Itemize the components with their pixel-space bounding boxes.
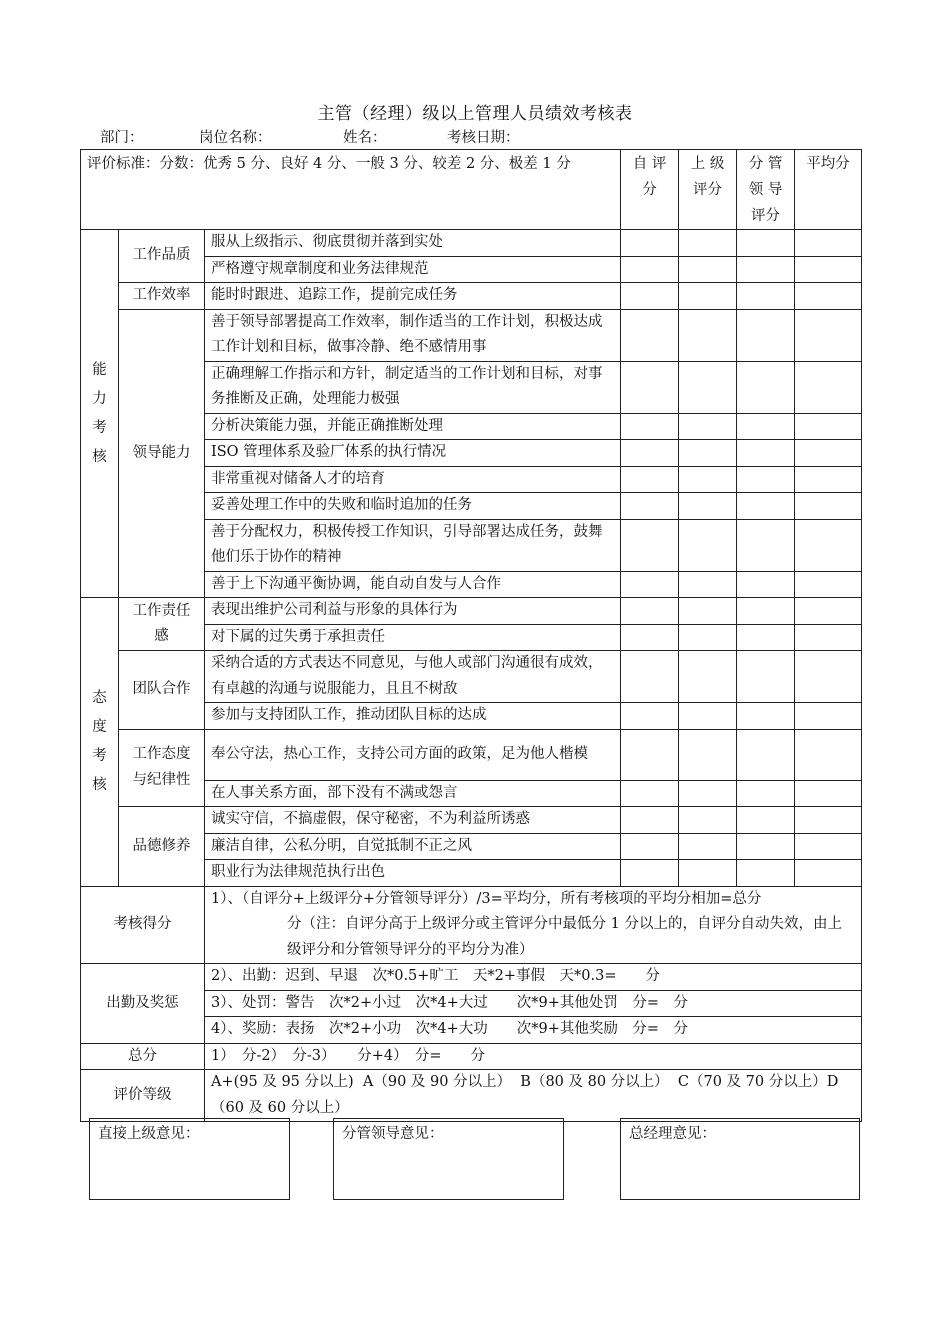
- average-score-cell[interactable]: [795, 624, 862, 651]
- document-title: 主管（经理）级以上管理人员绩效考核表: [317, 104, 633, 124]
- average-score-cell[interactable]: [795, 230, 862, 257]
- self-score-cell[interactable]: [621, 519, 679, 571]
- average-score-cell[interactable]: [795, 860, 862, 887]
- total-label: 总分: [81, 1043, 205, 1070]
- group-label: 品德修养: [119, 807, 205, 887]
- direct-superior-opinion-label: 直接上级意见：: [98, 1126, 200, 1142]
- average-score-cell[interactable]: [795, 413, 862, 440]
- superior-score-cell[interactable]: [679, 283, 737, 310]
- self-score-cell[interactable]: [621, 729, 679, 780]
- superior-score-cell[interactable]: [679, 833, 737, 860]
- self-score-cell[interactable]: [621, 466, 679, 493]
- self-score-cell[interactable]: [621, 860, 679, 887]
- criteria-item: 诚实守信，不搞虚假，保守秘密，不为利益所诱惑: [205, 807, 621, 834]
- gm-opinion-box[interactable]: [620, 1118, 860, 1200]
- average-score-cell[interactable]: [795, 703, 862, 730]
- criteria-row: [81, 651, 862, 703]
- criteria-row: [81, 309, 862, 361]
- superior-score-cell[interactable]: [679, 519, 737, 571]
- superior-score-cell[interactable]: [679, 624, 737, 651]
- section-label: [81, 230, 119, 598]
- superior-score-cell[interactable]: [679, 598, 737, 625]
- self-score-cell[interactable]: [621, 413, 679, 440]
- criteria-item: 廉洁自律，公私分明，自觉抵制不正之风: [205, 833, 621, 860]
- superior-score-cell[interactable]: [679, 860, 737, 887]
- self-score-cell[interactable]: [621, 440, 679, 467]
- leader-opinion-box[interactable]: [333, 1118, 564, 1200]
- criteria-item: 参加与支持团队工作，推动团队目标的达成: [205, 703, 621, 730]
- superior-score-cell[interactable]: [679, 703, 737, 730]
- leader-score-header: 分 管 领 导 评分: [737, 150, 795, 230]
- score-row: [81, 886, 862, 964]
- score-formula: [205, 886, 862, 964]
- superior-score-cell[interactable]: [679, 361, 737, 413]
- average-score-cell[interactable]: [795, 807, 862, 834]
- average-score-cell[interactable]: [795, 571, 862, 598]
- self-score-cell[interactable]: [621, 833, 679, 860]
- criteria-item: 能时时跟进、追踪工作，提前完成任务: [205, 283, 621, 310]
- criteria-cell: 评价标准：分数：优秀 5 分、良好 4 分、一般 3 分、较差 2 分、极差 1 分: [81, 150, 621, 230]
- criteria-item: 善于领导部署提高工作效率，制作适当的工作计划，积极达成工作计划和目标，做事冷静、绝不感情用事: [205, 309, 621, 361]
- attendance-item: 4）、奖励：表扬 次*2+小功 次*4+大功 次*9+其他奖励 分= 分: [205, 1017, 862, 1044]
- total-formula: 1） 分-2） 分-3） 分+4） 分= 分: [205, 1043, 862, 1070]
- superior-score-cell[interactable]: [679, 493, 737, 520]
- total-row: [81, 1043, 862, 1070]
- leader-score-cell[interactable]: [737, 466, 795, 493]
- criteria-item: 职业行为法律规范执行出色: [205, 860, 621, 887]
- criteria-row: [81, 283, 862, 310]
- direct-superior-opinion-box[interactable]: [89, 1118, 290, 1200]
- average-score-cell[interactable]: [795, 283, 862, 310]
- criteria-row: [81, 598, 862, 625]
- grade-levels: A+(95 及 95 分以上) A（90 及 90 分以上） B（80 及 80 分以上） C（70 及 70 分以上）D（60 及 60 分以上）: [205, 1070, 862, 1122]
- superior-score-cell[interactable]: [679, 571, 737, 598]
- average-score-cell[interactable]: [795, 361, 862, 413]
- attendance-row: [81, 964, 862, 991]
- criteria-row: [81, 807, 862, 834]
- leader-score-cell[interactable]: [737, 230, 795, 257]
- date-label: 考核日期：: [447, 130, 520, 146]
- superior-score-cell[interactable]: [679, 651, 737, 703]
- attendance-label: 出勤及奖惩: [81, 964, 205, 1044]
- self-score-cell[interactable]: [621, 361, 679, 413]
- attendance-item: 3）、处罚：警告 次*2+小过 次*4+大过 次*9+其他处罚 分= 分: [205, 990, 862, 1017]
- superior-score-cell[interactable]: [679, 440, 737, 467]
- self-score-cell[interactable]: [621, 230, 679, 257]
- criteria-item: 善于上下沟通平衡协调，能自动自发与人合作: [205, 571, 621, 598]
- self-score-cell[interactable]: [621, 651, 679, 703]
- attendance-item: 2）、出勤：迟到、早退 次*0.5+旷工 天*2+事假 天*0.3= 分: [205, 964, 862, 991]
- self-score-cell[interactable]: [621, 598, 679, 625]
- group-label: 工作品质: [119, 230, 205, 283]
- criteria-item: 对下属的过失勇于承担责任: [205, 624, 621, 651]
- average-score-cell[interactable]: [795, 833, 862, 860]
- superior-score-cell[interactable]: [679, 309, 737, 361]
- average-score-cell[interactable]: [795, 309, 862, 361]
- average-score-cell[interactable]: [795, 256, 862, 283]
- leader-score-cell[interactable]: [737, 361, 795, 413]
- group-label: 领导能力: [119, 309, 205, 598]
- self-score-cell[interactable]: [621, 807, 679, 834]
- leader-score-cell[interactable]: [737, 256, 795, 283]
- section-name: 态度考核: [92, 689, 107, 793]
- average-score-header: 平均分: [795, 150, 862, 230]
- superior-score-cell[interactable]: [679, 807, 737, 834]
- leader-score-cell[interactable]: [737, 571, 795, 598]
- self-score-cell[interactable]: [621, 780, 679, 807]
- average-score-cell[interactable]: [795, 780, 862, 807]
- self-score-cell[interactable]: [621, 256, 679, 283]
- group-label: 工作态度与纪律性: [119, 729, 205, 807]
- group-label: 团队合作: [119, 651, 205, 730]
- leader-score-cell[interactable]: [737, 729, 795, 780]
- criteria-item: 表现出维护公司利益与形象的具体行为: [205, 598, 621, 625]
- leader-score-cell[interactable]: [737, 624, 795, 651]
- superior-score-cell[interactable]: [679, 256, 737, 283]
- score-label: 考核得分: [81, 886, 205, 964]
- superior-score-cell[interactable]: [679, 413, 737, 440]
- self-score-cell[interactable]: [621, 493, 679, 520]
- leader-score-cell[interactable]: [737, 703, 795, 730]
- leader-score-cell[interactable]: [737, 780, 795, 807]
- leader-score-cell[interactable]: [737, 493, 795, 520]
- average-score-cell[interactable]: [795, 519, 862, 571]
- superior-score-cell[interactable]: [679, 780, 737, 807]
- superior-score-cell[interactable]: [679, 466, 737, 493]
- criteria-item: 采纳合适的方式表达不同意见，与他人或部门沟通很有成效，有卓越的沟通与说服能力，且且不树敌: [205, 651, 621, 703]
- criteria-row: [81, 729, 862, 780]
- criteria-item: 奉公守法，热心工作，支持公司方面的政策，足为他人楷模: [205, 729, 621, 780]
- score-formula-note: 分（注：自评分高于上级评分或主管评分中最低分 1 分以上的，自评分自动失效，由上级评分和分管领导评分的平均分为准）: [287, 916, 842, 958]
- grade-label: 评价等级: [81, 1070, 205, 1122]
- department-label: 部门：: [100, 130, 144, 146]
- header-row: [81, 150, 862, 230]
- self-score-cell[interactable]: [621, 624, 679, 651]
- criteria-item: 妥善处理工作中的失败和临时追加的任务: [205, 493, 621, 520]
- gm-opinion-label: 总经理意见：: [629, 1126, 716, 1142]
- criteria-item: 非常重视对储备人才的培育: [205, 466, 621, 493]
- leader-score-cell[interactable]: [737, 309, 795, 361]
- criteria-item: 在人事关系方面，部下没有不满或怨言: [205, 780, 621, 807]
- leader-score-cell[interactable]: [737, 519, 795, 571]
- section-label: [81, 598, 119, 887]
- group-label: 工作效率: [119, 283, 205, 310]
- superior-score-header: 上 级 评分: [679, 150, 737, 230]
- leader-score-cell[interactable]: [737, 807, 795, 834]
- self-score-cell[interactable]: [621, 309, 679, 361]
- leader-score-cell[interactable]: [737, 413, 795, 440]
- average-score-cell[interactable]: [795, 598, 862, 625]
- evaluation-table: [80, 149, 862, 1122]
- criteria-row: [81, 230, 862, 257]
- name-label: 姓名：: [343, 130, 387, 146]
- criteria-item: 正确理解工作指示和方针，制定适当的工作计划和目标，对事务推断及正确，处理能力极强: [205, 361, 621, 413]
- superior-score-cell[interactable]: [679, 230, 737, 257]
- self-score-header: 自 评 分: [621, 150, 679, 230]
- self-score-cell[interactable]: [621, 571, 679, 598]
- leader-score-cell[interactable]: [737, 833, 795, 860]
- leader-opinion-label: 分管领导意见：: [342, 1126, 444, 1142]
- self-score-cell[interactable]: [621, 283, 679, 310]
- section-name: 能力考核: [92, 361, 107, 465]
- criteria-item: 严格遵守规章制度和业务法律规范: [205, 256, 621, 283]
- group-label: 工作责任感: [119, 598, 205, 651]
- grade-row: [81, 1070, 862, 1122]
- criteria-item: 分析决策能力强，并能正确推断处理: [205, 413, 621, 440]
- self-score-cell[interactable]: [621, 703, 679, 730]
- average-score-cell[interactable]: [795, 440, 862, 467]
- position-label: 岗位名称：: [199, 130, 272, 146]
- score-formula-line1: 1）、（自评分+上级评分+分管领导评分）/3=平均分，所有考核项的平均分相加=总分: [211, 890, 762, 907]
- criteria-item: ISO 管理体系及验厂体系的执行情况: [205, 440, 621, 467]
- leader-score-cell[interactable]: [737, 860, 795, 887]
- leader-score-cell[interactable]: [737, 651, 795, 703]
- leader-score-cell[interactable]: [737, 598, 795, 625]
- criteria-item: 服从上级指示、彻底贯彻并落到实处: [205, 230, 621, 257]
- leader-score-cell[interactable]: [737, 283, 795, 310]
- average-score-cell[interactable]: [795, 651, 862, 703]
- leader-score-cell[interactable]: [737, 440, 795, 467]
- criteria-item: 善于分配权力，积极传授工作知识，引导部署达成任务，鼓舞他们乐于协作的精神: [205, 519, 621, 571]
- average-score-cell[interactable]: [795, 493, 862, 520]
- average-score-cell[interactable]: [795, 729, 862, 780]
- average-score-cell[interactable]: [795, 466, 862, 493]
- superior-score-cell[interactable]: [679, 729, 737, 780]
